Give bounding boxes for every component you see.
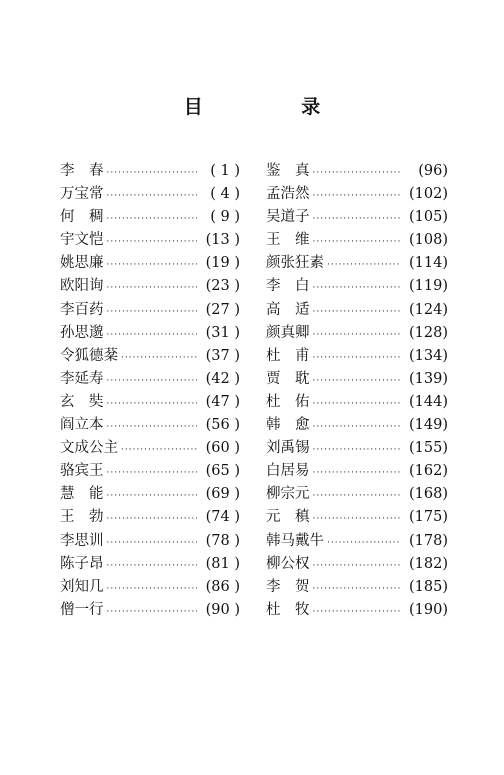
toc-entry-name: 颜真卿	[266, 324, 310, 341]
toc-dot-leader	[313, 439, 402, 462]
toc-entry-page: (119)	[409, 278, 448, 295]
toc-entry-name: 玄 奘	[60, 393, 104, 410]
toc-dot-leader	[313, 462, 402, 485]
toc-entry-name: 颜张狂素	[266, 255, 324, 272]
toc-entry-name: 鉴 真	[266, 163, 310, 179]
toc-entry-name: 阎立本	[60, 417, 104, 434]
toc-entry-name: 贾 耽	[266, 370, 310, 387]
toc-entry	[266, 229, 448, 252]
toc-left-column	[60, 160, 240, 622]
toc-entry-page: (69 )	[205, 486, 240, 503]
toc-dot-leader	[121, 347, 197, 370]
toc-entry	[60, 437, 240, 460]
toc-dot-leader	[107, 462, 198, 485]
toc-entry-page: (78 )	[205, 532, 240, 549]
toc-entry-page: (90 )	[205, 601, 240, 618]
toc-entry	[60, 368, 240, 391]
toc-entry-page: (23 )	[205, 278, 240, 295]
toc-entry-name: 李思训	[60, 532, 104, 549]
toc-entry-name: 柳公权	[266, 555, 310, 572]
toc-entry	[60, 576, 240, 599]
toc-dot-leader	[107, 416, 198, 439]
toc-entry-name: 陈子昂	[60, 555, 104, 572]
toc-dot-leader	[107, 555, 198, 578]
toc-dot-leader	[107, 254, 198, 277]
toc-dot-leader	[107, 301, 198, 324]
toc-entry	[266, 414, 448, 437]
toc-entry	[60, 599, 240, 622]
toc-dot-leader	[313, 393, 402, 416]
toc-dot-leader	[313, 485, 402, 508]
toc-entry-name: 宇文恺	[60, 232, 104, 249]
toc-entry-page: (42 )	[205, 370, 240, 387]
toc-entry-name: 孙思邈	[60, 324, 104, 341]
toc-entry-page: (182)	[409, 555, 448, 572]
toc-entry	[266, 437, 448, 460]
toc-entry	[60, 183, 240, 206]
toc-dot-leader	[107, 601, 198, 624]
toc-entry	[266, 483, 448, 506]
toc-entry-name: 姚思廉	[60, 255, 104, 272]
toc-dot-leader	[313, 231, 402, 254]
toc-entry-name: 王 勃	[60, 509, 104, 526]
toc-dot-leader	[313, 301, 402, 324]
toc-entry	[266, 299, 448, 322]
toc-dot-leader	[313, 508, 402, 531]
toc-entry-page: (13 )	[205, 232, 240, 249]
toc-entry	[266, 322, 448, 345]
toc-entry-page: (168)	[409, 486, 448, 503]
toc-entry	[60, 345, 240, 368]
toc-entry-name: 李延寿	[60, 370, 104, 387]
toc-entry-page: (114)	[409, 255, 448, 272]
toc-entry-page: ( 1 )	[210, 163, 240, 179]
toc-entry-name: 杜 甫	[266, 347, 310, 364]
toc-entry-name: 孟浩然	[266, 186, 310, 203]
toc-entry-page: (56 )	[205, 417, 240, 434]
toc-entry-name: 王 维	[266, 232, 310, 249]
toc-entry-page: (102)	[409, 186, 448, 203]
toc-entry-page: (96)	[418, 163, 448, 179]
toc-entry-name: 令狐德棻	[60, 347, 118, 364]
toc-dot-leader	[313, 185, 402, 208]
toc-dot-leader	[107, 393, 198, 416]
toc-entry	[266, 576, 448, 599]
toc-entry-page: ( 9 )	[210, 209, 240, 226]
toc-dot-leader	[121, 439, 197, 462]
toc-entry	[60, 252, 240, 275]
toc-entry-page: (74 )	[205, 509, 240, 526]
toc-entry	[60, 553, 240, 576]
toc-entry	[266, 183, 448, 206]
toc-entry-name: 吴道子	[266, 209, 310, 226]
toc-entry	[266, 553, 448, 576]
toc-entry-page: (175)	[409, 509, 448, 526]
toc-entry-name: 高 适	[266, 301, 310, 318]
toc-entry	[266, 206, 448, 229]
toc-entry-name: 文成公主	[60, 440, 118, 457]
toc-dot-leader	[107, 508, 198, 531]
toc-entry-name: 何 稠	[60, 209, 104, 226]
toc-entry	[60, 414, 240, 437]
toc-dot-leader	[107, 162, 198, 185]
toc-right-column	[266, 160, 448, 622]
toc-entry-name: 韩 愈	[266, 417, 310, 434]
toc-entry-page: (144)	[409, 393, 448, 410]
toc-entry-name: 李 春	[60, 163, 104, 179]
toc-entry-name: 元 稹	[266, 509, 310, 526]
toc-dot-leader	[313, 555, 402, 578]
toc-entry-page: (155)	[409, 440, 448, 457]
toc-entry	[60, 391, 240, 414]
toc-entry-page: (190)	[409, 601, 448, 618]
toc-entry-page: (31 )	[205, 324, 240, 341]
toc-dot-leader	[107, 231, 198, 254]
toc-entry	[60, 206, 240, 229]
toc-entry	[60, 229, 240, 252]
toc-dot-leader	[313, 162, 402, 185]
toc-dot-leader	[313, 277, 402, 300]
toc-entry-name: 慧 能	[60, 486, 104, 503]
toc-entry-page: (65 )	[205, 463, 240, 480]
toc-dot-leader	[107, 277, 198, 300]
toc-entry-name: 刘知几	[60, 578, 104, 595]
toc-entry-page: (37 )	[205, 347, 240, 364]
toc-dot-leader	[313, 578, 402, 601]
toc-entry-name: 李 贺	[266, 578, 310, 595]
toc-entry	[266, 530, 448, 553]
toc-entry	[60, 275, 240, 298]
toc-entry-page: (185)	[409, 578, 448, 595]
toc-entry-name: 骆宾王	[60, 463, 104, 480]
toc-dot-leader	[313, 347, 402, 370]
page-title: 目 录	[183, 96, 367, 118]
toc-entry-page: (47 )	[205, 393, 240, 410]
toc-dot-leader	[327, 254, 401, 277]
toc-entry-page: (134)	[409, 347, 448, 364]
toc-entry-page: (162)	[409, 463, 448, 480]
toc-entry-name: 刘禹锡	[266, 440, 310, 457]
toc-entry-page: (124)	[409, 301, 448, 318]
toc-dot-leader	[313, 324, 402, 347]
toc-entry	[60, 160, 240, 183]
toc-entry	[266, 275, 448, 298]
toc-entry-name: 柳宗元	[266, 486, 310, 503]
toc-entry-page: ( 4 )	[210, 186, 240, 203]
toc-entry-page: (19 )	[205, 255, 240, 272]
toc-dot-leader	[107, 185, 198, 208]
toc-dot-leader	[107, 578, 198, 601]
toc-entry-name: 杜 牧	[266, 601, 310, 618]
toc-dot-leader	[107, 532, 198, 555]
toc-entry	[60, 460, 240, 483]
toc-entry	[60, 483, 240, 506]
toc-entry-name: 韩马戴牛	[266, 532, 324, 549]
toc-entry	[60, 299, 240, 322]
toc-entry-page: (108)	[409, 232, 448, 249]
toc-dot-leader	[327, 532, 401, 555]
toc-dot-leader	[313, 370, 402, 393]
toc-entry	[60, 530, 240, 553]
toc-entry	[266, 345, 448, 368]
toc-entry-page: (139)	[409, 370, 448, 387]
toc-entry-page: (60 )	[205, 440, 240, 457]
toc-entry-name: 李 白	[266, 278, 310, 295]
toc-entry-name: 李百药	[60, 301, 104, 318]
toc-dot-leader	[107, 208, 198, 231]
toc-entry	[266, 252, 448, 275]
toc-entry-page: (86 )	[205, 578, 240, 595]
toc-entry-page: (81 )	[205, 555, 240, 572]
toc-entry	[266, 506, 448, 529]
toc-dot-leader	[107, 324, 198, 347]
toc-entry-page: (128)	[409, 324, 448, 341]
toc-entry	[60, 322, 240, 345]
toc-entry-name: 杜 佑	[266, 393, 310, 410]
toc-entry	[266, 160, 448, 183]
toc-entry-name: 白居易	[266, 463, 310, 480]
toc-entry	[266, 460, 448, 483]
toc-entry-name: 欧阳询	[60, 278, 104, 295]
toc-dot-leader	[313, 601, 402, 624]
toc-entry-name: 僧一行	[60, 601, 104, 618]
toc-dot-leader	[313, 208, 402, 231]
toc-entry-page: (149)	[409, 417, 448, 434]
toc-entry	[60, 506, 240, 529]
toc-dot-leader	[107, 485, 198, 508]
toc-entry-page: (27 )	[205, 301, 240, 318]
toc-dot-leader	[107, 370, 198, 393]
toc-entry	[266, 368, 448, 391]
toc-entry	[266, 391, 448, 414]
toc-entry-name: 万宝常	[60, 186, 104, 203]
toc-entry-page: (105)	[409, 209, 448, 226]
toc-dot-leader	[313, 416, 402, 439]
toc-entry	[266, 599, 448, 622]
toc-entry-page: (178)	[409, 532, 448, 549]
